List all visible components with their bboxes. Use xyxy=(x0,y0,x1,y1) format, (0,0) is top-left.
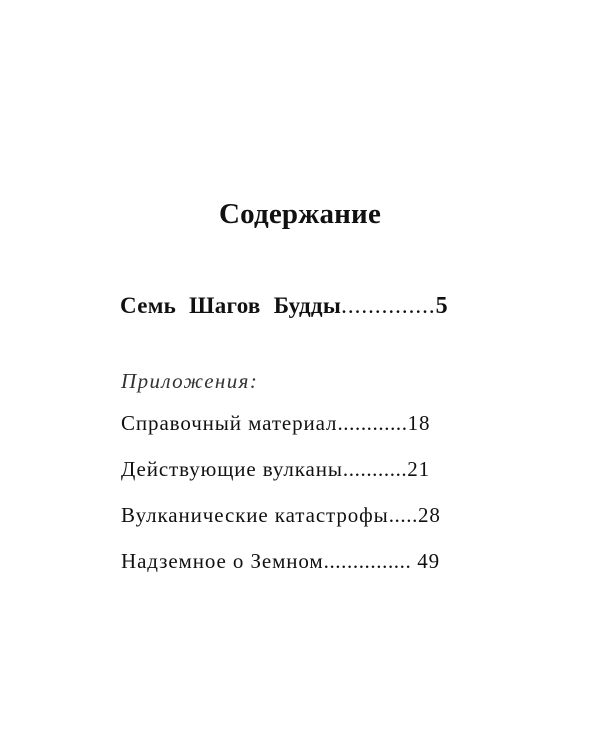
toc-leader-dots: .............. xyxy=(341,293,436,318)
toc-entry-title: Надземное о Земном xyxy=(121,549,324,573)
toc-entry-title: Действующие вулканы xyxy=(121,457,343,481)
toc-page-number: 18 xyxy=(407,411,431,435)
toc-page-number: 21 xyxy=(407,457,431,481)
toc-entry-title: Семь Шагов Будды xyxy=(120,293,342,318)
appendix-label: Приложения: xyxy=(121,369,259,393)
toc-entry xyxy=(121,411,430,436)
toc-page-number: 28 xyxy=(417,503,441,527)
toc-leader-dots: ............ xyxy=(337,411,408,435)
page-title: Содержание xyxy=(218,198,382,230)
toc-main-entry xyxy=(120,293,448,320)
toc-page-number: 5 xyxy=(435,293,448,319)
toc-leader-dots: ............... xyxy=(323,549,418,573)
toc-entry xyxy=(121,457,430,482)
toc-entry xyxy=(121,503,441,528)
toc-entry-title: Справочный материал xyxy=(121,411,338,435)
toc-leader-dots: ........... xyxy=(342,457,408,481)
toc-entry-title: Вулканические катастрофы xyxy=(121,503,389,527)
toc-leader-dots: ..... xyxy=(388,503,418,527)
toc-entry xyxy=(121,549,440,574)
toc-page-number: 49 xyxy=(417,549,441,573)
